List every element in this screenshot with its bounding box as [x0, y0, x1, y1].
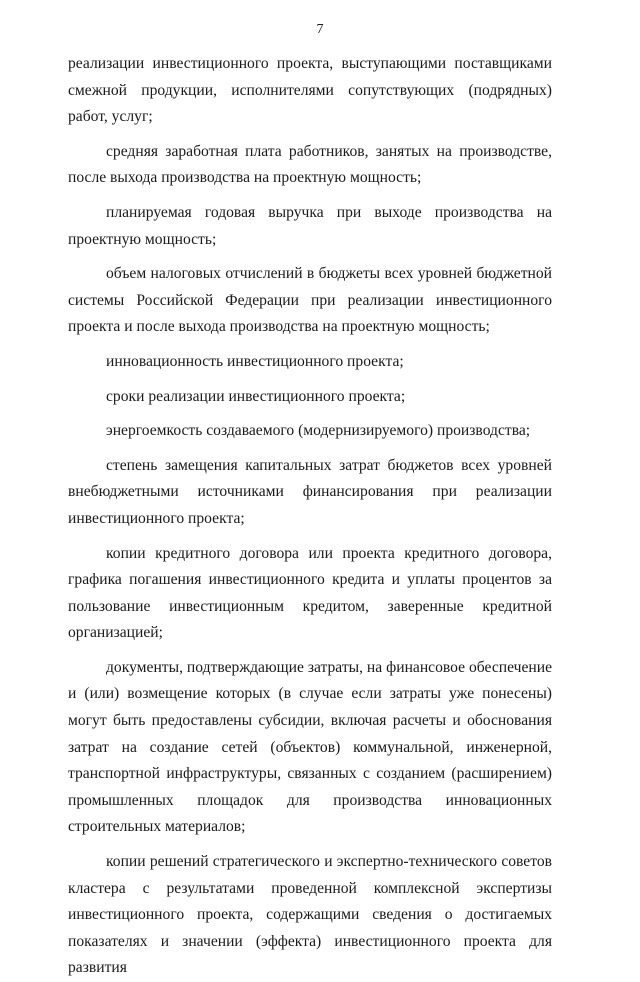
paragraph-continuation: реализации инвестиционного проекта, выступающими поставщиками смежной продукции, исполнителями сопутствующих (подрядных) работ, услуг;	[68, 55, 552, 126]
paragraph-tax-deductions: объем налоговых отчислений в бюджеты всех уровней бюджетной системы Российской Федерации при реализации инвестиционного проекта и после выхода производства на проектную мощность;	[68, 265, 552, 336]
paragraph-credit-agreement: копии кредитного договора или проекта кредитного договора, графика погашения инвестиционного кредита и уплаты процентов за пользование инвестиционным кредитом, заверенные кредитной организацией;	[68, 544, 552, 642]
paragraph-cost-documents: документы, подтверждающие затраты, на финансовое обеспечение и (или) возмещение которых (в случае если затраты уже понесены) могут быть предоставлены субсидии, включая расчеты и обоснования затрат на создание сетей (объектов) коммунальной, инженерной, транспортной инфраструктуры, связанных с созданием (расширением) промышленных площадок для производства инновационных строительных материалов;	[68, 658, 552, 836]
paragraph-timeline: сроки реализации инвестиционного проекта;	[106, 387, 406, 405]
page-number: 7	[316, 22, 324, 37]
paragraph-energy-intensity: энергоемкость создаваемого (модернизируемого) производства;	[106, 422, 531, 440]
paragraph-cost-replacement: степень замещения капитальных затрат бюджетов всех уровней внебюджетными источниками финансирования при реализации инвестиционного проекта;	[68, 456, 552, 527]
body-text	[68, 51, 552, 982]
paragraph-council-decisions: копии решений стратегического и экспертно-технического советов кластера с результатами проведенной комплексной экспертизы инвестиционного проекта, содержащими сведения о достигаемых показателях и значении (эффекта) инвестиционного проекта для развития	[68, 853, 552, 977]
paragraph-average-salary: средняя заработная плата работников, занятых на производстве, после выхода производства на проектную мощность;	[68, 142, 552, 187]
paragraph-planned-revenue: планируемая годовая выручка при выходе производства на проектную мощность;	[68, 203, 552, 248]
paragraph-innovation: инновационность инвестиционного проекта;	[106, 352, 404, 370]
